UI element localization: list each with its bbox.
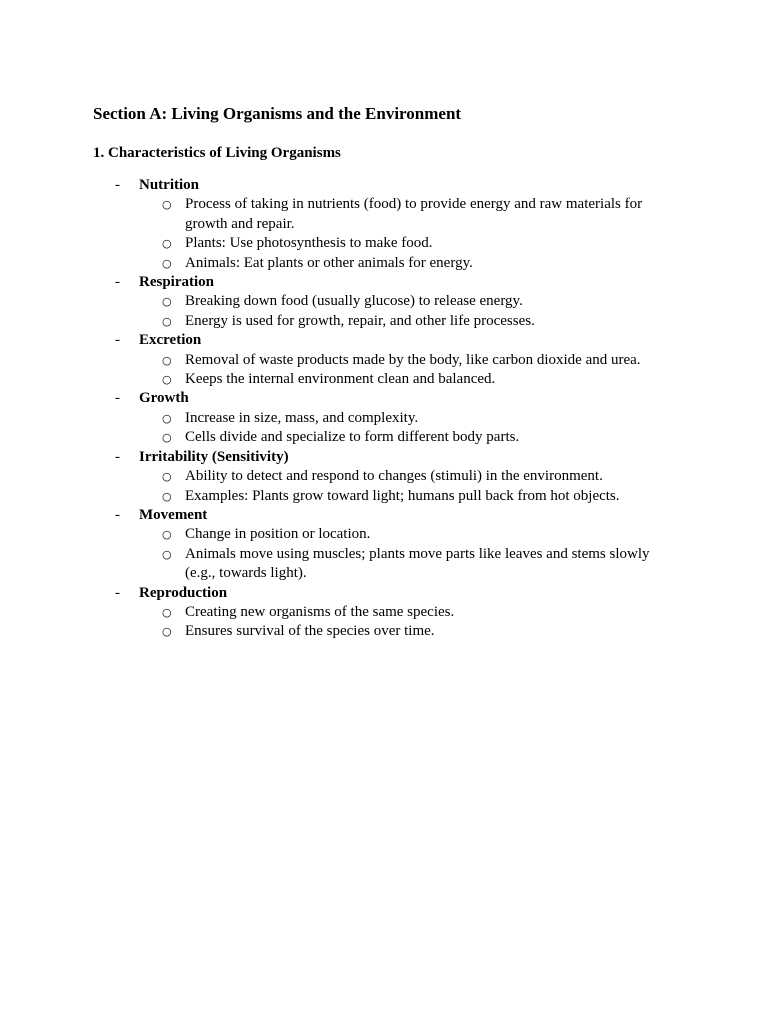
circle-bullet-icon: ○ xyxy=(162,314,172,328)
circle-bullet-icon: ○ xyxy=(162,237,172,251)
point-text: Breaking down food (usually glucose) to release energy. xyxy=(185,293,523,310)
point-text: Creating new organisms of the same species. xyxy=(185,603,455,620)
list-item xyxy=(0,370,768,389)
point-list xyxy=(0,409,768,448)
topic-item xyxy=(0,176,768,273)
topic-item xyxy=(0,331,768,389)
list-item xyxy=(0,234,768,253)
topic-heading: Respiration xyxy=(139,274,214,291)
list-item xyxy=(0,195,768,234)
dash-marker: - xyxy=(115,584,120,601)
topic-item xyxy=(0,506,768,584)
circle-bullet-icon: ○ xyxy=(162,198,172,212)
circle-bullet-icon: ○ xyxy=(162,489,172,503)
point-text: Plants: Use photosynthesis to make food. xyxy=(185,235,433,252)
point-list xyxy=(0,292,768,331)
subsection-title: 1. Characteristics of Living Organisms xyxy=(93,145,341,161)
list-item xyxy=(0,254,768,273)
topic-list xyxy=(0,176,768,642)
point-list xyxy=(0,525,768,583)
list-item xyxy=(0,487,768,506)
topic-item xyxy=(0,584,768,642)
dash-marker: - xyxy=(115,177,120,193)
point-text: Keeps the internal environment clean and balanced. xyxy=(185,371,496,388)
topic-item xyxy=(0,448,768,506)
list-item xyxy=(0,428,768,447)
point-text: Ability to detect and respond to changes (stimuli) in the environment. xyxy=(185,468,603,485)
dash-marker: - xyxy=(115,274,120,291)
circle-bullet-icon: ○ xyxy=(162,547,172,561)
list-item xyxy=(0,292,768,311)
point-text: Energy is used for growth, repair, and other life processes. xyxy=(185,312,535,329)
dash-marker: - xyxy=(115,332,120,349)
circle-bullet-icon: ○ xyxy=(162,470,172,484)
point-text: Removal of waste products made by the body, like carbon dioxide and urea. xyxy=(185,351,641,368)
topic-heading: Excretion xyxy=(139,332,202,349)
circle-bullet-icon: ○ xyxy=(162,625,172,639)
point-text: Increase in size, mass, and complexity. xyxy=(185,409,419,426)
topic-heading: Growth xyxy=(139,390,189,407)
list-item xyxy=(0,545,768,584)
circle-bullet-icon: ○ xyxy=(162,411,172,425)
topic-item xyxy=(0,389,768,447)
list-item xyxy=(0,467,768,486)
circle-bullet-icon: ○ xyxy=(162,353,172,367)
topic-item xyxy=(0,273,768,331)
dash-marker: - xyxy=(115,390,120,407)
circle-bullet-icon: ○ xyxy=(162,528,172,542)
dash-marker: - xyxy=(115,448,120,465)
topic-heading: Reproduction xyxy=(139,584,228,601)
list-item xyxy=(0,525,768,544)
dash-marker: - xyxy=(115,506,120,523)
section-title: Section A: Living Organisms and the Environment xyxy=(93,104,462,123)
list-item xyxy=(0,622,768,641)
point-list xyxy=(0,603,768,642)
list-item xyxy=(0,603,768,622)
point-text: Animals: Eat plants or other animals for energy. xyxy=(185,254,473,271)
point-list xyxy=(0,467,768,506)
circle-bullet-icon: ○ xyxy=(162,295,172,309)
point-text: Ensures survival of the species over time. xyxy=(185,623,435,640)
point-text: Animals move using muscles; plants move parts like leaves and stems slowly (e.g., towards light). xyxy=(185,545,650,582)
point-text: Examples: Plants grow toward light; humans pull back from hot objects. xyxy=(185,487,620,504)
topic-heading: Irritability (Sensitivity) xyxy=(139,448,289,465)
list-item xyxy=(0,409,768,428)
topic-heading: Nutrition xyxy=(139,177,199,193)
circle-bullet-icon: ○ xyxy=(162,431,172,445)
circle-bullet-icon: ○ xyxy=(162,256,172,270)
point-text: Change in position or location. xyxy=(185,526,371,543)
circle-bullet-icon: ○ xyxy=(162,605,172,619)
point-list xyxy=(0,351,768,390)
point-list xyxy=(0,195,768,273)
point-text: Process of taking in nutrients (food) to provide energy and raw materials for growth and repair. xyxy=(185,196,643,232)
point-text: Cells divide and specialize to form different body parts. xyxy=(185,429,520,446)
topic-heading: Movement xyxy=(139,506,208,523)
circle-bullet-icon: ○ xyxy=(162,373,172,387)
list-item xyxy=(0,351,768,370)
list-item xyxy=(0,312,768,331)
